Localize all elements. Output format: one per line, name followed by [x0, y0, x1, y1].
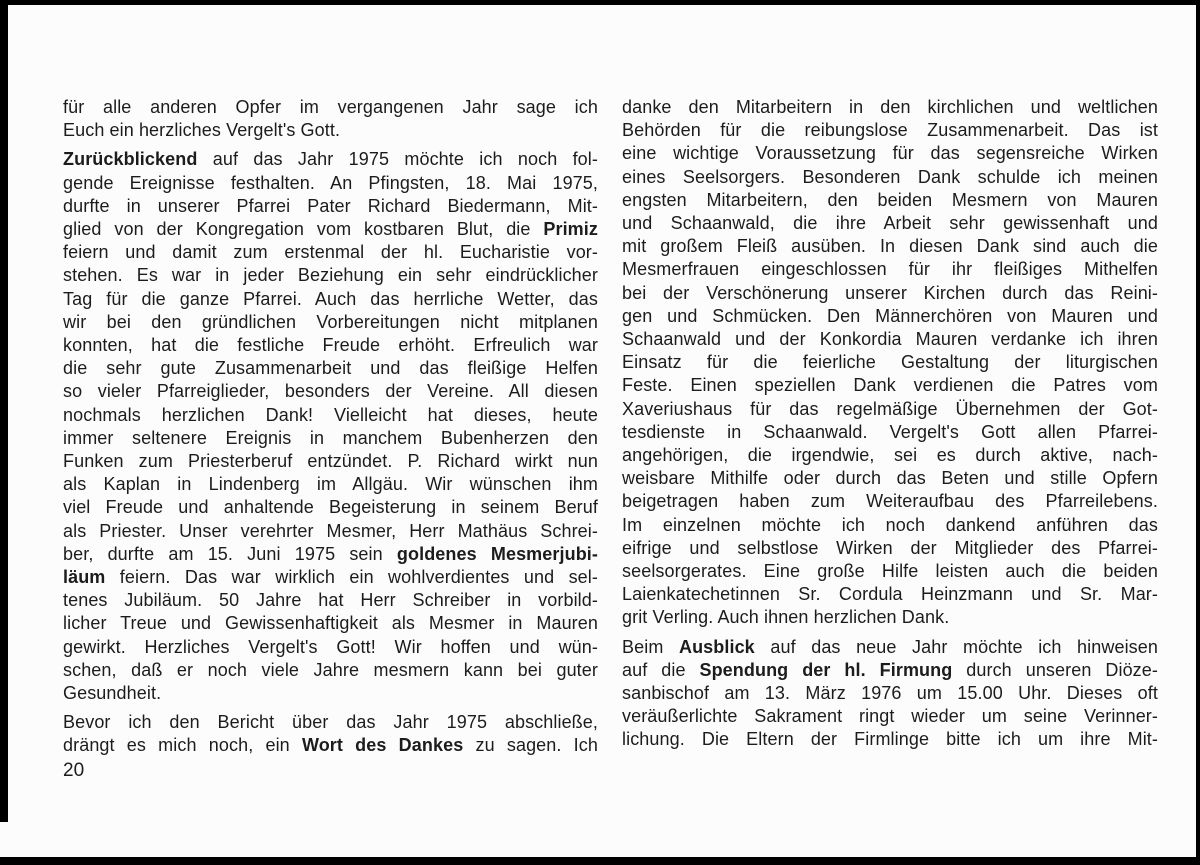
text-line: Einsatz für die feierliche Gestaltung der liturgischen — [622, 352, 1158, 373]
text-line: glied von der Kongregation vom kostbaren Blut, die Primiz — [63, 219, 598, 240]
text-line: Im einzelnen möchte ich noch dankend anführen das — [622, 514, 1158, 535]
text-line: Xaveriushaus für das regelmäßige Übernehmen der Got- — [622, 398, 1158, 419]
text-line: Euch ein herzliches Vergelt's Gott. — [63, 120, 341, 141]
text-line: ber, durfte am 15. Juni 1975 sein goldenes Mesmerjubi- — [63, 543, 598, 564]
text-line: konnten, hat die festliche Freude erhöht. Erfreulich war — [63, 335, 598, 356]
text-line: licher Treue und Gewissenhaftigkeit als Mesmer in Mauren — [63, 613, 598, 634]
text-line: Schaanwald und der Konkordia Mauren verdanke ich ihren — [622, 329, 1158, 350]
text-line: viel Freude und anhaltende Begeisterung in seinem Beruf — [63, 497, 598, 518]
text-line: Laienkatechetinnen Sr. Cordula Heinzmann und Sr. Mar- — [622, 584, 1158, 605]
paragraph — [622, 636, 1158, 752]
text-line: Beim Ausblick auf das neue Jahr möchte ich hinweisen — [622, 636, 1158, 657]
text-line: Mesmerfrauen eingeschlossen für ihr fleißiges Mithelfen — [622, 259, 1158, 280]
text-line: Bevor ich den Bericht über das Jahr 1975 abschließe, — [63, 712, 598, 733]
text-line: eifrige und selbstlose Wirken der Mitglieder des Pfarrei- — [622, 537, 1158, 558]
text-line: schen, daß er noch viele Jahre mesmern kann bei guter — [63, 659, 598, 680]
text-line: für alle anderen Opfer im vergangenen Jahr sage ich — [63, 97, 598, 117]
text-line: gende Ereignisse festhalten. An Pfingsten, 18. Mai 1975, — [63, 172, 598, 193]
text-line: sanbischof am 13. März 1976 um 15.00 Uhr. Dieses oft — [622, 683, 1158, 704]
scan-edge-left — [0, 0, 8, 822]
text-line: angehörigen, die irgendwie, sei es durch aktive, nach- — [622, 445, 1158, 466]
text-column-left — [63, 96, 598, 758]
text-line: engsten Mitarbeitern, den beiden Mesmern von Mauren — [622, 189, 1158, 210]
text-line: stehen. Es war in jeder Beziehung ein sehr eindrücklicher — [63, 265, 598, 286]
text-line: veräußerlichte Sakrament ringt wieder um seine Verinner- — [622, 706, 1158, 727]
text-line: Gesundheit. — [63, 683, 162, 704]
paragraph — [63, 711, 598, 757]
text-line: drängt es mich noch, ein Wort des Dankes zu sagen. Ich — [63, 735, 598, 756]
text-line: beigetragen haben zum Weiteraufbau des Pfarreilebens. — [622, 491, 1158, 512]
text-line: läum feiern. Das war wirklich ein wohlverdientes und sel- — [63, 567, 598, 588]
scan-edge-top — [0, 0, 1200, 5]
text-line: tenes Jubiläum. 50 Jahre hat Herr Schreiber in vorbild- — [63, 590, 598, 611]
scan-edge-bottom — [0, 857, 1200, 865]
text-line: als Priester. Unser verehrter Mesmer, Herr Mathäus Schrei- — [63, 520, 598, 541]
text-line: Funken zum Priesterberuf entzündet. P. Richard wirkt nun — [63, 451, 598, 472]
text-line: durfte in unserer Pfarrei Pater Richard Biedermann, Mit- — [63, 195, 598, 216]
text-line: Tag für die ganze Pfarrei. Auch das herrliche Wetter, das — [63, 288, 598, 309]
paragraph — [63, 148, 598, 705]
text-line: eine wichtige Voraussetzung für das segensreiche Wirken — [622, 143, 1158, 164]
text-line: Behörden für die reibungslose Zusammenarbeit. Das ist — [622, 120, 1158, 141]
page-number: 20 — [63, 760, 85, 781]
scan-edge-right — [1196, 0, 1200, 865]
text-line: wir bei den gründlichen Vorbereitungen nicht mitplanen — [63, 311, 598, 332]
text-line: gen und Schmücken. Den Männerchören von Mauren und — [622, 305, 1158, 326]
text-line: Feste. Einen speziellen Dank verdienen die Patres vom — [622, 375, 1158, 396]
text-line: seelsorgerates. Eine große Hilfe leisten auch die beiden — [622, 561, 1158, 582]
text-line: und Schaanwald, die ihre Arbeit sehr gewissenhaft und — [622, 213, 1158, 234]
text-line: bei der Verschönerung unserer Kirchen durch das Reini- — [622, 282, 1158, 303]
text-line: als Kaplan in Lindenberg im Allgäu. Wir wünschen ihm — [63, 474, 598, 495]
text-line: so vieler Pfarreiglieder, besonders der Vereine. All diesen — [63, 381, 598, 402]
text-line: auf die Spendung der hl. Firmung durch unseren Diöze- — [622, 659, 1158, 680]
paragraph — [622, 96, 1158, 630]
text-line: lichung. Die Eltern der Firmlinge bitte ich um ihre Mit- — [622, 729, 1158, 750]
text-column-right — [622, 96, 1158, 752]
paragraph — [63, 96, 598, 142]
text-line: Zurückblickend auf das Jahr 1975 möchte ich noch fol- — [63, 149, 598, 170]
text-line: die sehr gute Zusammenarbeit und das fleißige Helfen — [63, 358, 598, 379]
text-line: mit großem Fleiß ausüben. In diesen Dank sind auch die — [622, 236, 1158, 257]
text-line: feiern und damit zum erstenmal der hl. Eucharistie vor- — [63, 242, 598, 263]
text-line: immer seltenere Ereignis in manchem Bubenherzen den — [63, 427, 598, 448]
text-line: grit Verling. Auch ihnen herzlichen Dank. — [622, 607, 950, 628]
text-line: weisbare Mithilfe oder durch das Beten und stille Opfern — [622, 468, 1158, 489]
text-line: eines Seelsorgers. Besonderen Dank schulde ich meinen — [622, 166, 1158, 187]
text-line: tesdienste in Schaanwald. Vergelt's Gott allen Pfarrei- — [622, 421, 1158, 442]
text-line: nochmals herzlichen Dank! Vielleicht hat dieses, heute — [63, 404, 598, 425]
text-line: danke den Mitarbeitern in den kirchlichen und weltlichen — [622, 97, 1158, 117]
text-line: gewirkt. Herzliches Vergelt's Gott! Wir hoffen und wün- — [63, 636, 598, 657]
